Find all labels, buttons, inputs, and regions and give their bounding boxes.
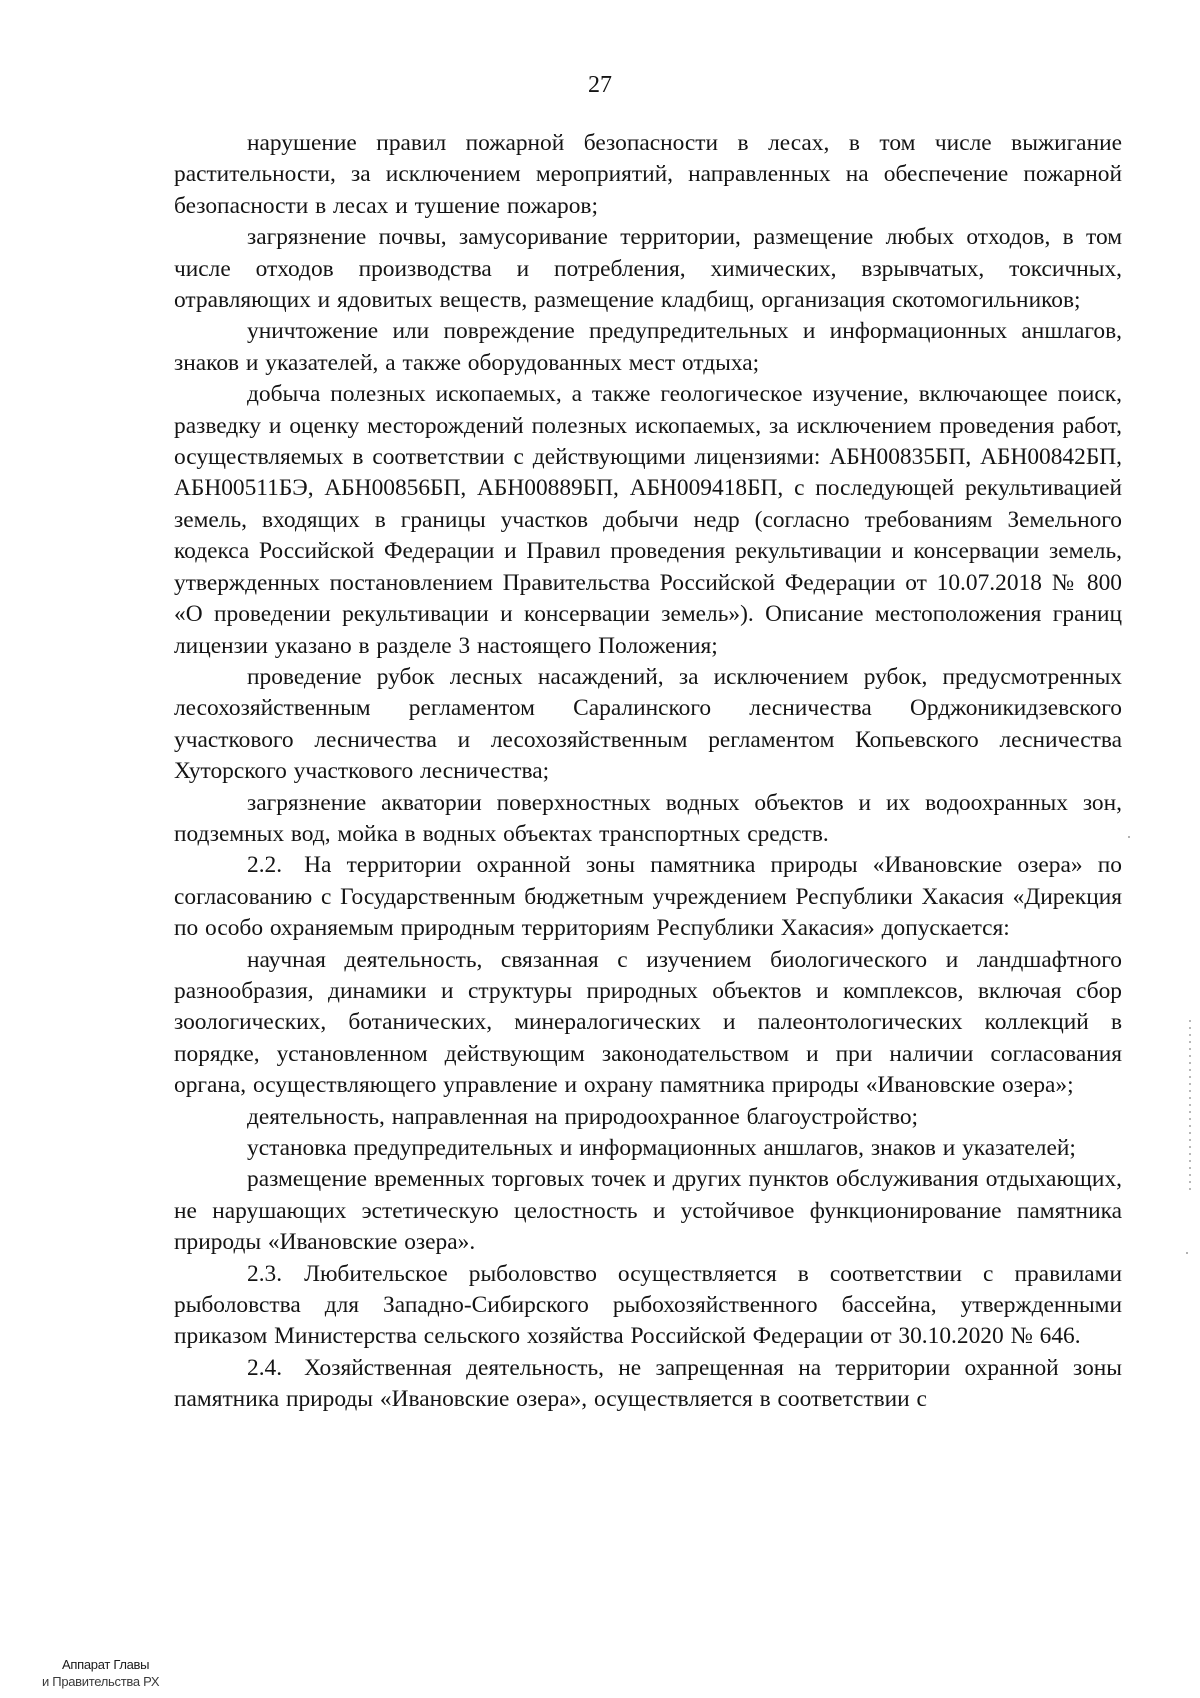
paragraph-text: загрязнение почвы, замусоривание территории, размещение любых отходов, в том числе отходов производства и потребления, химических, взрывчатых, токсичных, отравляющих и ядовитых веществ, размещение кладбищ, организация скотомогильников; <box>174 224 1122 314</box>
stamp-line-1: Аппарат Главы <box>62 1657 150 1672</box>
paragraph-text: Любительское рыболовство осуществляется в соответствии с правилами рыболовства для Западно-Сибирского рыбохозяйственного бассейна, утвержденными приказом Министерства сельского хозяйства Российской Федерации от 30.10.2020 № 646. <box>174 1260 1122 1350</box>
paragraph-signs-installation <box>174 1133 1122 1164</box>
section-2-3 <box>174 1259 1122 1353</box>
paragraph-text: размещение временных торговых точек и других пунктов обслуживания отдыхающих, не нарушающих эстетическую целостность и устойчивое функционирование памятника природы «Ивановские озера». <box>174 1166 1122 1256</box>
paragraph-signs-damage <box>174 316 1122 379</box>
paragraph-water-pollution <box>174 788 1122 851</box>
paragraph-logging <box>174 662 1122 788</box>
registry-stamp <box>42 1656 159 1690</box>
document-body <box>174 128 1122 1416</box>
paragraph-text: Хозяйственная деятельность, не запрещенная на территории охранной зоны памятника природы «Ивановские озера», осуществляется в соответствии с <box>174 1354 1122 1413</box>
scan-speck <box>1186 1252 1188 1254</box>
section-2-2 <box>174 850 1122 944</box>
paragraph-mining <box>174 379 1122 662</box>
section-2-4 <box>174 1353 1122 1416</box>
paragraph-text: добыча полезных ископаемых, а также геологическое изучение, включающее поиск, разведку и оценку месторождений полезных ископаемых, за исключением проведения работ, осуществляемых в соответствии с действующими лицензиями: АБН00835БП, АБН00842БП, АБН00511БЭ, АБН00856БП, АБН00889БП, АБН009418БП, с последующей рекультивацией земель, входящих в границы участков добычи недр (согласно требованиям Земельного кодекса Российской Федерации и Правил проведения рекультивации и консервации земель, утвержденных постановлением Правительства Российской Федерации от 10.07.2018 № 800 «О проведении рекультивации и консервации земель»). Описание местоположения границ лицензии указано в разделе 3 настоящего Положения; <box>174 381 1122 659</box>
section-number: 2.2. <box>247 852 283 879</box>
paragraph-text: нарушение правил пожарной безопасности в лесах, в том числе выжигание растительности, за исключением мероприятий, направленных на обеспечение пожарной безопасности в лесах и тушение пожаров; <box>174 130 1122 219</box>
stamp-line-2: и Правительства РХ <box>42 1674 160 1689</box>
paragraph-fire-safety <box>174 128 1122 222</box>
section-number: 2.4. <box>247 1354 283 1381</box>
paragraph-soil-pollution <box>174 222 1122 316</box>
paragraph-text: деятельность, направленная на природоохранное благоустройство; <box>247 1103 919 1130</box>
paragraph-trade-points <box>174 1164 1122 1258</box>
paragraph-scientific-activity <box>174 945 1122 1102</box>
paragraph-text: научная деятельность, связанная с изучением биологического и ландшафтного разнообразия, динамики и структуры природных объектов и комплексов, включая сбор зоологических, ботанических, минералогических и палеонтологических коллекций в порядке, установленном действующим законодательством и при наличии согласования органа, осуществляющего управление и охрану памятника природы «Ивановские озера»; <box>174 946 1122 1099</box>
paragraph-landscaping <box>174 1102 1122 1133</box>
paragraph-text: установка предупредительных и информационных аншлагов, знаков и указателей; <box>247 1135 1076 1161</box>
scan-speck <box>1128 836 1130 838</box>
page-number: 27 <box>588 72 612 98</box>
section-number: 2.3. <box>247 1260 283 1287</box>
scan-edge-marks <box>1189 1020 1191 1190</box>
paragraph-text: уничтожение или повреждение предупредительных и информационных аншлагов, знаков и указателей, а также оборудованных мест отдыха; <box>174 318 1122 376</box>
paragraph-text: На территории охранной зоны памятника природы «Ивановские озера» по согласованию с Государственным бюджетным учреждением Республики Хакасия «Дирекция по особо охраняемым природным территориям Республики Хакасия» допускается: <box>174 852 1122 942</box>
paragraph-text: загрязнение акватории поверхностных водных объектов и их водоохранных зон, подземных вод, мойка в водных объектах транспортных средств. <box>174 789 1122 847</box>
paragraph-text: проведение рубок лесных насаждений, за исключением рубок, предусмотренных лесохозяйственным регламентом Саралинского лесничества Орджоникидзевского участкового лесничества и лесохозяйственным регламентом Копьевского лесничества Хуторского участкового лесничества; <box>174 663 1122 785</box>
